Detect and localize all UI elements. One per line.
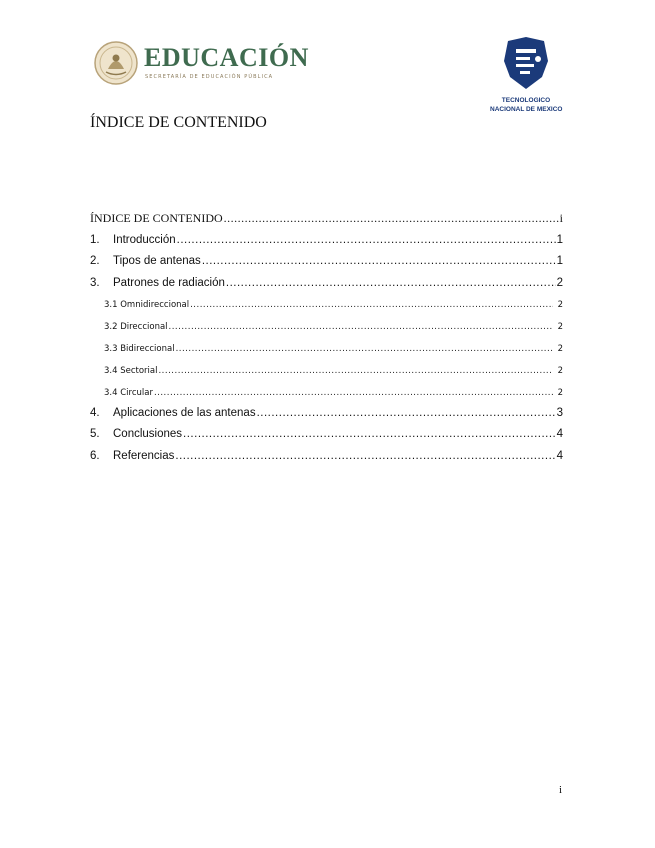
toc-entry-page: 2: [557, 388, 563, 398]
page-number: i: [559, 784, 563, 796]
toc-leader-dots: [175, 450, 555, 462]
toc-entry-number: 4.: [90, 407, 100, 419]
toc-leader-dots: [202, 255, 556, 267]
toc-entry-title: Referencias: [113, 450, 175, 462]
tecnm-line-2: NACIONAL DE MEXICO: [490, 106, 563, 113]
toc-leader-dots: [190, 300, 552, 310]
toc-entry-aplicaciones[interactable]: [90, 407, 563, 419]
toc-entry-title: 3.1 Omnidireccional: [104, 300, 190, 310]
toc-leader-dots: [158, 366, 552, 376]
edu-title: EDUCACIÓN: [144, 43, 309, 72]
tecnm-logo: [490, 37, 580, 117]
toc-entry-page: 3: [556, 407, 563, 419]
toc-entry-omnidireccional[interactable]: [90, 300, 563, 310]
toc-leader-dots: [176, 344, 553, 354]
toc-entry-page: 2: [557, 366, 563, 376]
toc-entry-tipos-de-antenas[interactable]: [90, 255, 563, 267]
toc-leader-dots: [257, 407, 556, 419]
toc-entry-page: 4: [556, 450, 563, 462]
toc-entry-referencias[interactable]: [90, 450, 563, 462]
toc-entry-title: ÍNDICE DE CONTENIDO: [90, 211, 223, 225]
toc-entry-sectorial[interactable]: [90, 366, 563, 376]
tecnm-line-1: TECNOLOGICO: [501, 97, 551, 104]
toc-entry-page: 1: [556, 234, 563, 246]
toc-entry-page: 2: [557, 300, 563, 310]
toc-entry-number: 6.: [90, 450, 100, 462]
toc-leader-dots: [177, 234, 556, 246]
toc-entry-title: 3.2 Direccional: [104, 322, 168, 332]
toc-entry-page: 1: [556, 255, 563, 267]
toc-leader-dots: [169, 322, 553, 332]
toc-entry-patrones-de-radiacion[interactable]: [90, 277, 563, 289]
tecnm-emblem-icon: [502, 37, 550, 92]
toc-entry-page: 2: [556, 277, 563, 289]
toc-entry-title: Tipos de antenas: [113, 255, 201, 267]
toc-entry-title: Introducción: [113, 234, 176, 246]
toc-entry-page: i: [559, 211, 563, 225]
toc-entry-page: 2: [557, 344, 563, 354]
toc-entry-title: 3.3 Bidireccional: [104, 344, 175, 354]
toc-entry-number: 5.: [90, 428, 100, 440]
mexico-seal-icon: [94, 41, 138, 85]
toc-entry-introduccion[interactable]: [90, 234, 563, 246]
toc-entry-title: Conclusiones: [113, 428, 183, 440]
toc-entry-title: Aplicaciones de las antenas: [113, 407, 256, 419]
toc-entry-page: 4: [556, 428, 563, 440]
page-heading: ÍNDICE DE CONTENIDO: [90, 114, 267, 131]
toc-entry-title: 3.4 Sectorial: [104, 366, 158, 376]
toc-leader-dots: [226, 277, 556, 289]
toc-entry-circular[interactable]: [90, 388, 563, 398]
toc-entry-indice[interactable]: [90, 211, 563, 226]
toc-leader-dots: [224, 211, 559, 226]
toc-entry-bidireccional[interactable]: [90, 344, 563, 354]
toc-leader-dots: [183, 428, 556, 440]
toc-leader-dots: [154, 388, 553, 398]
edu-subtitle: SECRETARÍA DE EDUCACIÓN PÚBLICA: [145, 74, 274, 80]
educacion-logo: [94, 41, 309, 89]
toc-entry-number: 3.: [90, 277, 100, 289]
toc-entry-title: 3.4 Circular: [104, 388, 153, 398]
toc-entry-conclusiones[interactable]: [90, 428, 563, 440]
toc-entry-direccional[interactable]: [90, 322, 563, 332]
toc-entry-number: 2.: [90, 255, 100, 267]
toc-entry-page: 2: [557, 322, 563, 332]
toc-entry-number: 1.: [90, 234, 100, 246]
toc-entry-title: Patrones de radiación: [113, 277, 225, 289]
